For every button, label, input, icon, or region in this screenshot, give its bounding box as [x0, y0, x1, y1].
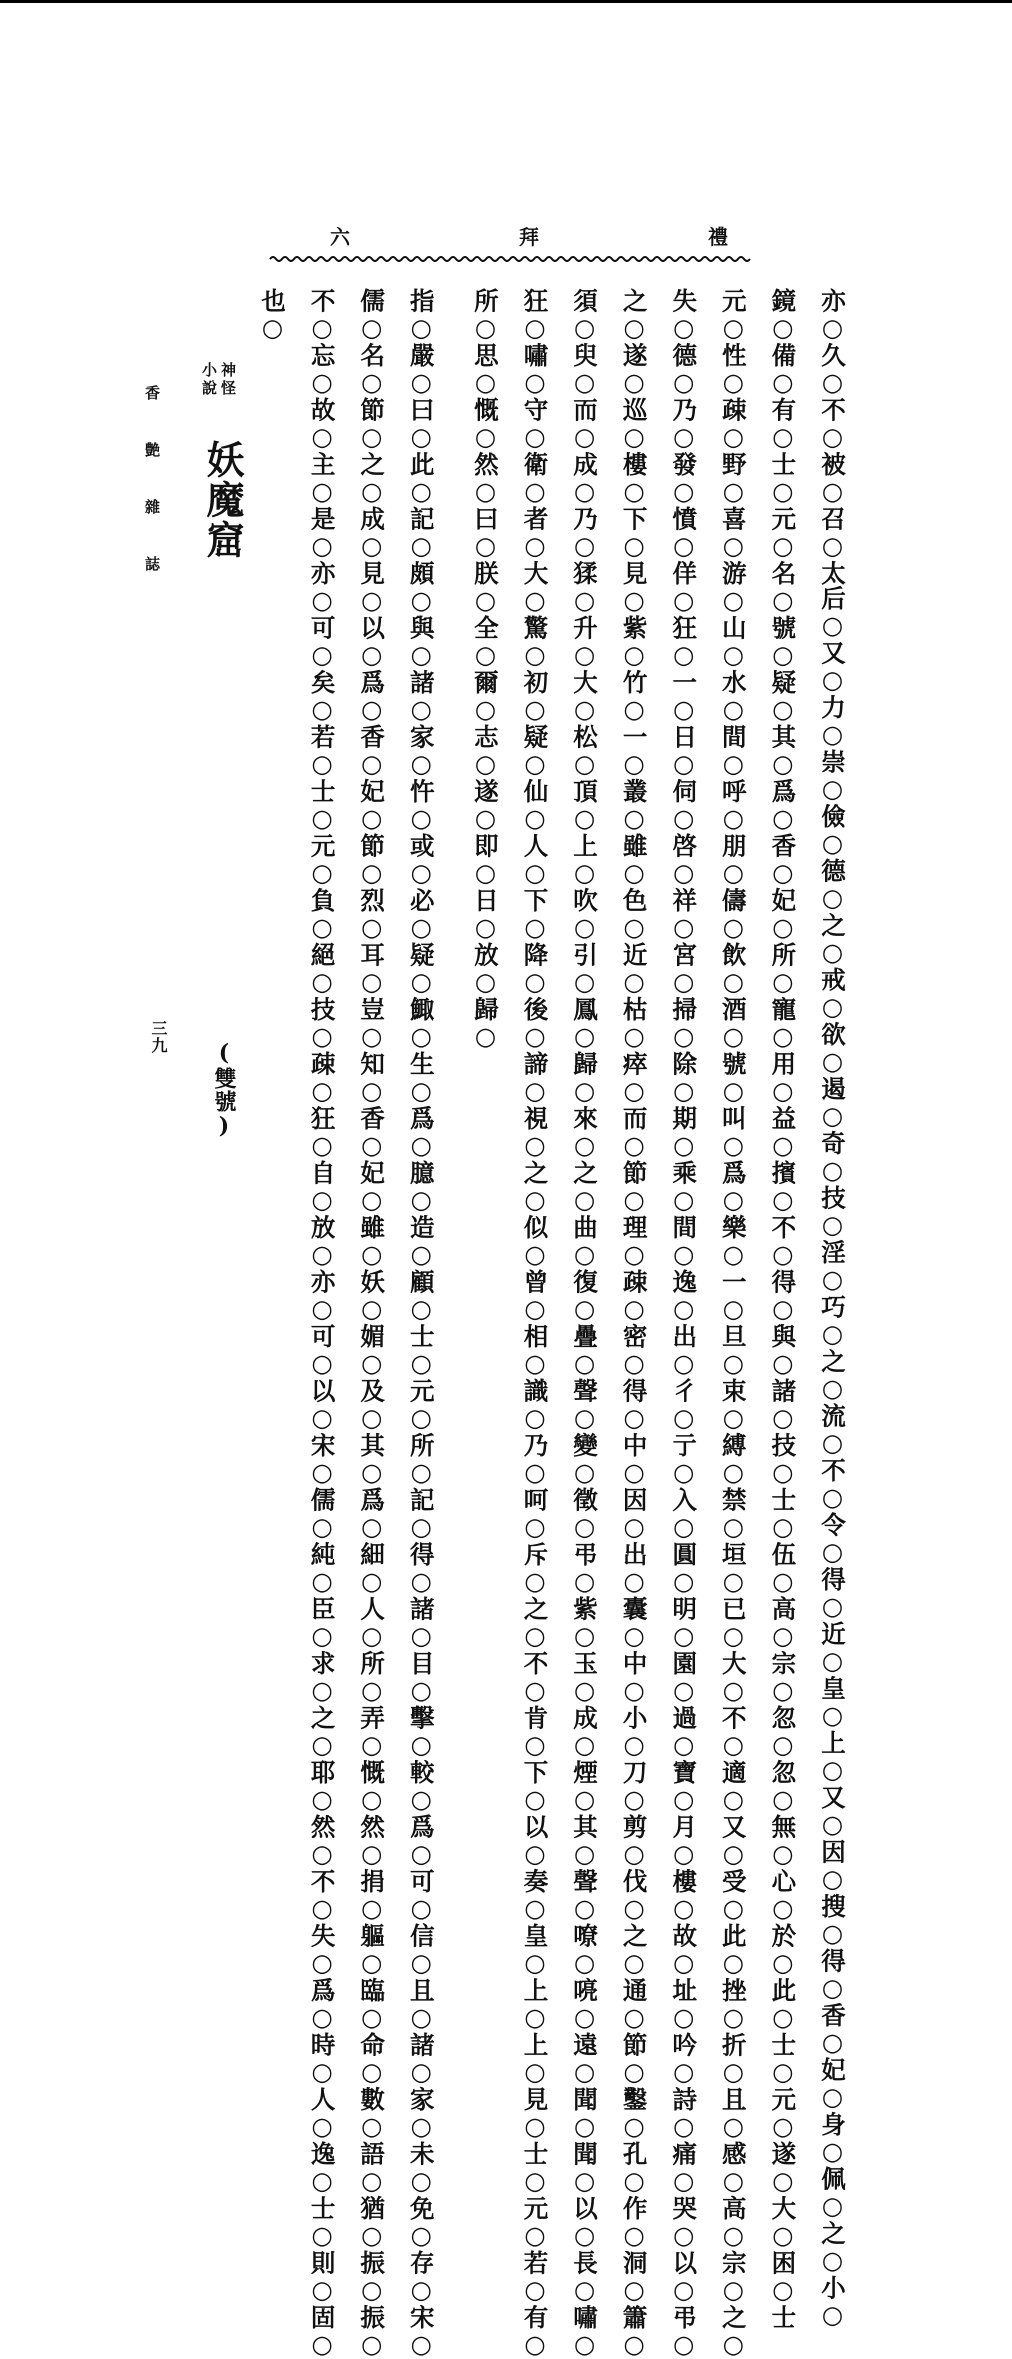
- page-number: 三九: [149, 1020, 168, 1054]
- body-text: [255, 288, 850, 2359]
- page-top-border: [0, 0, 1012, 3]
- body-column-4: 失○德○乃○發○憤○佯○狂○一○日○伺○啓○祥○宮○掃○除○期○乘○間○逸○出○彳○亍○入○圓○明○園○過○寶○月○樓○故○址○吟○詩○痛○哭○以○弔○: [669, 288, 699, 2359]
- header-char-3: 禮: [708, 224, 730, 249]
- body-column-5: 之○遂○巡○樓○下○見○紫○竹○一○叢○雖○色○近○枯○瘁○而○節○理○疎○密○得○中○因○出○囊○中○小○刀○剪○伐○之○通○節○鑿○孔○作○洞○簫○: [619, 288, 649, 2359]
- body-column-2: 鏡○備○有○士○元○名○號○疑○其○爲○香○妃○所○寵○用○益○擯○不○得○與○諸○技○士○伍○高○宗○忽○忽○無○心○於○此○士○元○遂○大○困○士: [768, 288, 798, 2330]
- body-column-7: 狂○嘯○守○衛○者○大○驚○初○疑○仙○人○下○降○後○諦○視○之○似○曾○相○識○乃○呵○斥○之○不○肯○下○以○奏○皇○上○上○見○士○元○若○有○: [520, 288, 550, 2359]
- header-char-2: 拜: [519, 224, 541, 249]
- body-column-13: 也○: [258, 288, 287, 343]
- body-column-6: 須○臾○而○成○乃○猱○升○大○松○頂○上○吹○引○鳳○歸○來○之○曲○復○疊○聲○變○徵○弔○紫○玉○成○煙○其○聲○嘹○喨○遠○聞○聞○以○長○嘯○: [570, 288, 600, 2359]
- story-title-block: [196, 362, 246, 592]
- body-column-1: 亦○久○不○被○召○太后○又○力○崇○儉○德○之○戒○欲○遏○奇○技○淫○巧○之○流○不○令○得○近○皇○上○又○因○搜○得○香○妃○身○佩○之○小○: [817, 288, 847, 2330]
- header-char-1: 六: [330, 224, 352, 249]
- body-column-8: 所○思○慨○然○曰○朕○全○爾○志○遂○即○日○放○歸○: [470, 288, 500, 1051]
- body-column-10: 指○嚴○曰○此○記○頗○與○諸○家○忤○或○必○疑○鯫○生○爲○臆○造○顧○士○元○所○記○得○諸○目○擊○較○爲○可○信○且○諸○家○未○免○存○宋○: [406, 288, 436, 2359]
- series-label-top: 神怪: [219, 362, 237, 398]
- wavy-divider: [270, 251, 748, 267]
- story-title: 妖魔窟: [200, 440, 245, 560]
- issue-label: (雙號): [211, 1040, 237, 1140]
- body-column-12: 不○忘○故○主○是○亦○可○矣○若○士○元○負○絕○技○疎○狂○自○放○亦○可○以○宋○儒○純○臣○求○之○耶○然○不○失○爲○時○人○逸○士○則○固○: [307, 288, 337, 2359]
- body-column-11: 儒○名○節○之○成○見○以○爲○香○妃○節○烈○耳○豈○知○香○妃○雖○妖○媚○及○其○爲○細○人○所○弄○慨○然○捐○軀○臨○命○數○語○猶○振○振○: [357, 288, 387, 2359]
- body-column-3: 元○性○疎○野○喜○游○山○水○間○呼○朋○儔○飲○酒○號○叫○爲○樂○一○旦○束○縛○禁○垣○已○大○不○適○又○受○此○挫○折○且○感○高○宗○之○: [718, 288, 748, 2359]
- magazine-name: 香 艶 雜 誌: [143, 385, 161, 583]
- page-header: [330, 222, 730, 248]
- series-label-bottom: 小說: [200, 362, 218, 398]
